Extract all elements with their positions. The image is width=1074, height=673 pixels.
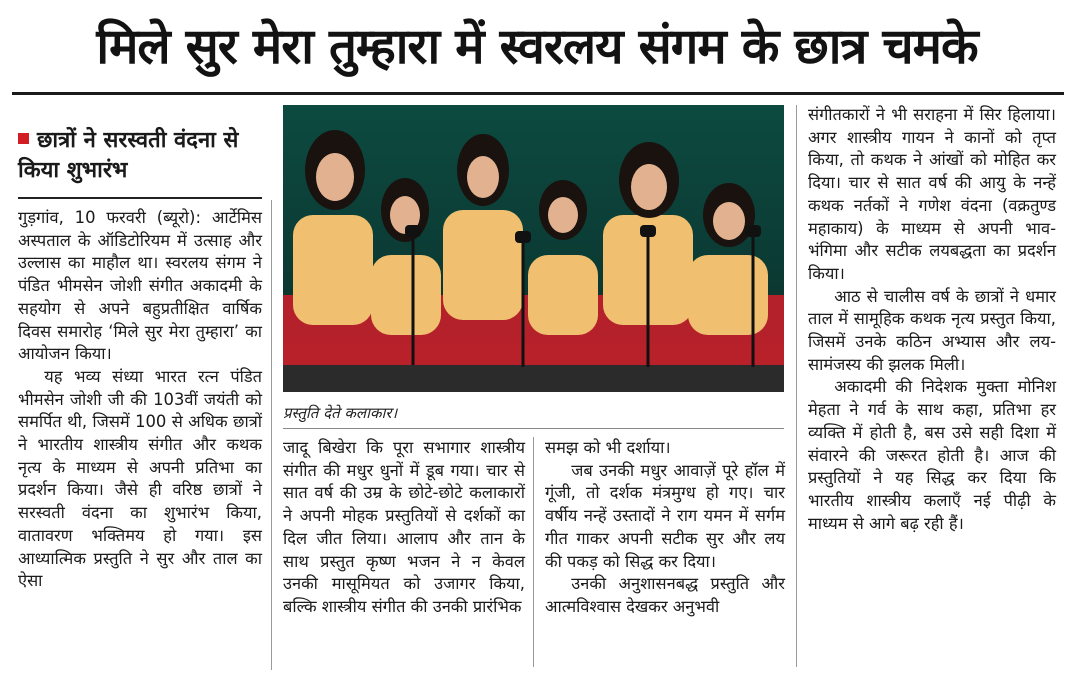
paragraph: अकादमी की निदेशक मुक्ता मोनिश मेहता ने गर्व के साथ कहा, प्रतिभा हर व्यक्ति में होती है, बस उसे सही दिशा में संवारने की जरूरत होती है। आज की प्रस्तुतियों ने यह सिद्ध कर दिया कि भारतीय शास्त्रीय कलाएँ नई पीढ़ी के माध्यम से आगे बढ़ रही हैं। <box>808 377 1056 533</box>
paragraph: यह भव्य संध्या भारत रत्न पंडित भीमसेन जोशी जी की 103वीं जयंती को समर्पित थी, जिसमें 100 से अधिक छात्रों ने भारतीय शास्त्रीय संगीत और कथक नृत्य के माध्यम से अपनी प्रतिभा का प्रदर्शन किया। जैसे ही वरिष्ठ छात्रों ने सरस्वती वंदना का शुभारंभ किया, वातावरण भक्तिमय हो गया। इस आध्यात्मिक प्रस्तुति ने सुर और ताल का ऐसा <box>18 366 262 591</box>
column-1 <box>18 207 262 593</box>
headline: मिले सुर मेरा तुम्हारा में स्वरलय संगम के छात्र चमके <box>96 18 978 75</box>
column-divider <box>796 105 797 667</box>
subheadline-rule <box>18 197 262 199</box>
caption-rule <box>283 428 784 429</box>
subheadline-text: छात्रों ने सरस्वती वंदना से किया शुभारंभ <box>18 128 239 183</box>
column-divider <box>271 200 272 670</box>
column-4 <box>808 104 1056 535</box>
performers-illustration <box>283 105 784 392</box>
paragraph: आठ से चालीस वर्ष के छात्रों ने धमार ताल में सामूहिक कथक नृत्य प्रस्तुत किया, जिसमें उनके कठिन अभ्यास और लय-सामंजस्य की झलक मिली। <box>808 286 1056 374</box>
headline-rule <box>12 92 1064 95</box>
paragraph: जब उनकी मधुर आवाज़ें पूरे हॉल में गूंजी, तो दर्शक मंत्रमुग्ध हो गए। चार वर्षीय नन्हें उस्तादों ने राग यमन में सर्गम गीत गाकर अपनी सटीक सुर और लय की पकड़ को सिद्ध कर दिया। <box>545 460 785 571</box>
paragraph: गुड़गांव, 10 फरवरी (ब्यूरो): आर्टेमिस अस्पताल के ऑडिटोरियम में उत्साह और उल्लास का माहौल था। स्वरलय संगम ने पंडित भीमसेन जोशी संगीत अकादमी के सहयोग से अपने बहुप्रतीक्षित वार्षिक दिवस समारोह ‘मिले सुर मेरा तुम्हारा’ का आयोजन किया। <box>18 208 262 364</box>
column-divider <box>533 437 534 667</box>
column-2 <box>283 437 525 619</box>
photo-caption: प्रस्तुति देते कलाकार। <box>283 404 398 422</box>
paragraph: उनकी अनुशासनबद्ध प्रस्तुति और आत्मविश्वास देखकर अनुभवी <box>545 574 785 616</box>
performance-photo <box>283 105 784 392</box>
paragraph: समझ को भी दर्शाया। <box>545 438 671 457</box>
column-3 <box>545 437 785 619</box>
red-square-icon <box>18 133 29 144</box>
subheadline <box>18 126 258 186</box>
paragraph: संगीतकारों ने भी सराहना में सिर हिलाया। अगर शास्त्रीय गायन ने कानों को तृप्त किया, तो कथक ने आंखों को मोहित कर दिया। चार से सात वर्ष की आयु के नन्हें कथक नर्तकों ने गणेश वंदना (वक्रतुण्ड महाकाय) के माध्यम से अपनी भाव-भंगिमा और सटीक लयबद्धता का प्रदर्शन किया। <box>808 105 1056 283</box>
paragraph: जादू बिखेरा कि पूरा सभागार शास्त्रीय संगीत की मधुर धुनों में डूब गया। चार से सात वर्ष की उम्र के छोटे-छोटे कलाकारों ने अपनी मोहक प्रस्तुतियों से दर्शकों का दिल जीत लिया। आलाप और तान के साथ प्रस्तुत कृष्ण भजन ने न केवल उनकी मासूमियत को उजागर किया, बल्कि शास्त्रीय संगीत की उनकी प्रारंभिक <box>283 438 525 616</box>
